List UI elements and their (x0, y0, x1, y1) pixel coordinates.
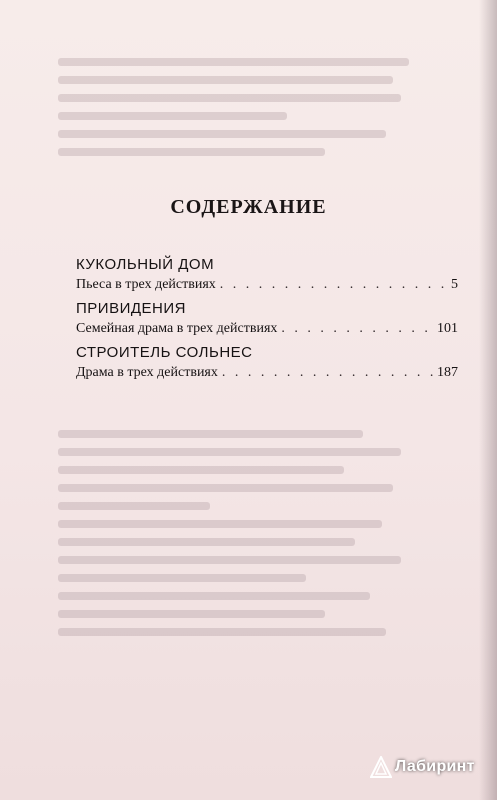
toc-leader-dots (220, 276, 447, 294)
toc-leader-dots (281, 320, 433, 338)
toc-entry-subtitle: Семейная драма в трех действиях (76, 321, 278, 336)
toc-entry-title: ПРИВИДЕНИЯ (76, 300, 186, 317)
labyrinth-logo-icon (370, 756, 392, 778)
toc-entry-line (76, 276, 458, 294)
toc-entry-page: 5 (451, 277, 458, 292)
toc-entry[interactable] (76, 256, 458, 294)
toc-entry-page: 187 (437, 365, 458, 380)
toc-entry-title: СТРОИТЕЛЬ СОЛЬНЕС (76, 344, 253, 361)
toc-entry[interactable] (76, 300, 458, 338)
toc-leader-dots (222, 364, 433, 382)
page-edge-shadow (479, 0, 497, 800)
toc-entry-title: КУКОЛЬНЫЙ ДОМ (76, 256, 215, 273)
contents-heading: СОДЕРЖАНИЕ (170, 196, 327, 218)
toc-entry-page: 101 (437, 321, 458, 336)
show-through-text (58, 48, 439, 166)
toc-entry-subtitle: Пьеса в трех действиях (76, 277, 216, 292)
toc-entry-line (76, 320, 458, 338)
labyrinth-brand-text: Лабиринт (395, 758, 475, 775)
labyrinth-watermark (370, 756, 475, 778)
show-through-text-lower (58, 420, 439, 646)
toc-entry-subtitle: Драма в трех действиях (76, 365, 218, 380)
toc-entry-line (76, 364, 458, 382)
toc-entry[interactable] (76, 344, 458, 382)
